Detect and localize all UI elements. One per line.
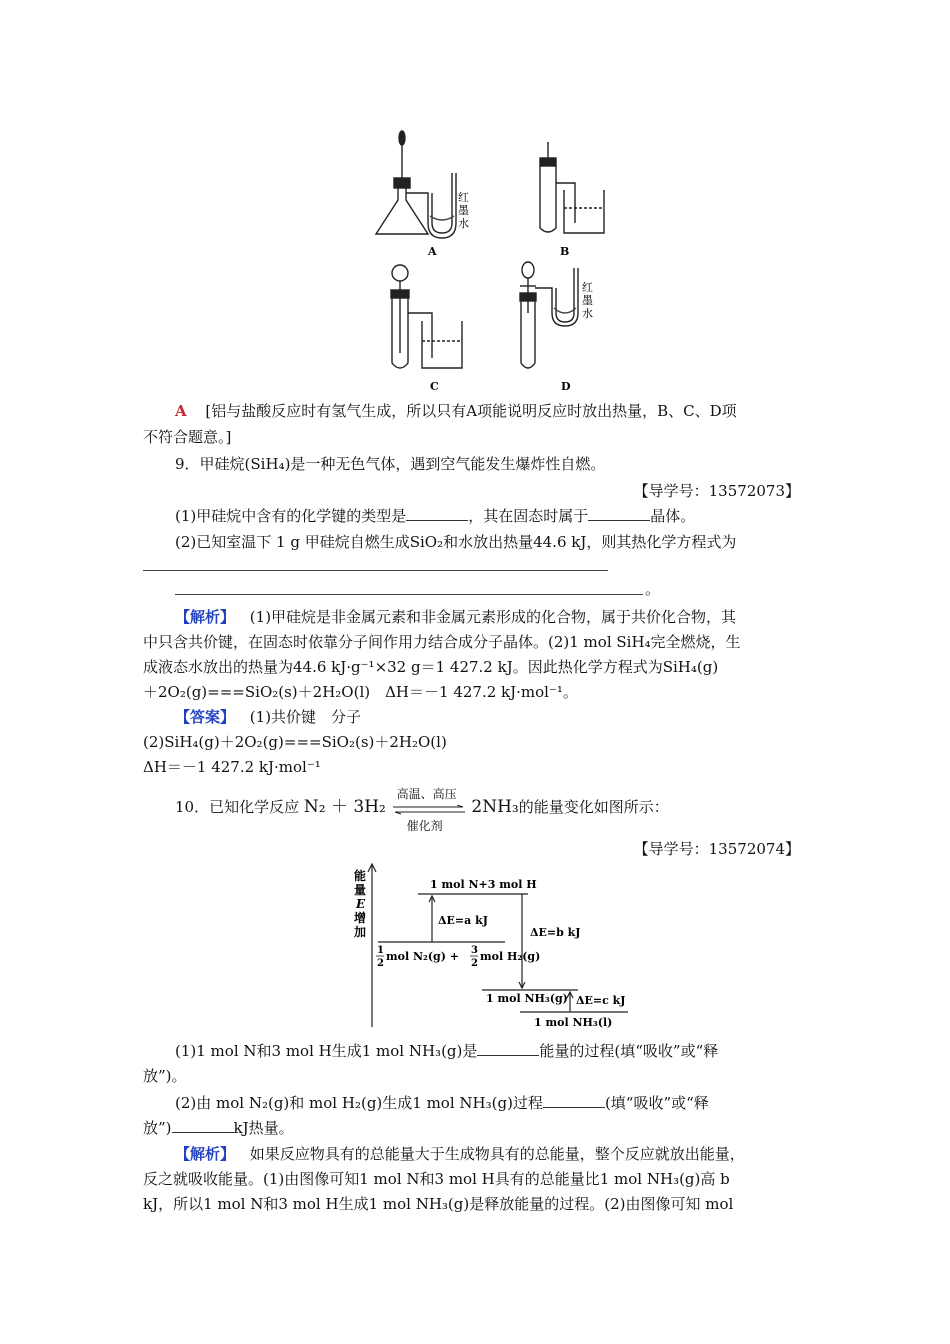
apparatus-figure [370,128,640,393]
q10-stem-b: 的能量变化如图所示： [518,798,669,816]
nh3g-label: 1 mol NH₃(g) [486,992,568,1005]
q10-part2 [175,1092,709,1114]
q10-analysis-1: 反之就吸收能量。(1)由图像可知1 mol N和3 mol H具有的总能量比1 mol NH₃(g)高 b [143,1170,730,1188]
mid-text-h2: mol H₂(g) [480,950,541,963]
q10-p1b: 能量的过程(填“吸收”或“释 [539,1042,719,1060]
mid-frac1-num: 1 [377,945,384,956]
q9-answer-tag: 【答案】 [175,708,236,726]
side-text-shui-d: 水 [582,307,593,320]
q10-analysis-tag: 【解析】 [175,1145,236,1163]
q10-p1a: (1)1 mol N和3 mol H生成1 mol NH₃(g)是 [175,1042,478,1060]
q10-ref: 【导学号：13572074】 [633,840,800,858]
q9-p1a: (1)甲硅烷中含有的化学键的类型是 [175,507,407,525]
q10-p2d: kJ热量。 [233,1119,294,1137]
q9-answer-line-2[interactable] [175,594,643,595]
y-axis-char-3: 增 [354,911,367,925]
label-a: A [428,245,437,258]
q10-stem [175,787,669,833]
side-text-shui-a: 水 [458,217,469,230]
q10-analysis-line1 [175,1143,745,1165]
q9-analysis-tag: 【解析】 [175,608,236,626]
q9-answer-line-1[interactable] [143,570,608,571]
q9-analysis-2: 成液态水放出的热量为44.6 kJ·g⁻¹×32 g＝1 427.2 kJ。因此热化学方程式为SiH₄(g) [143,658,719,676]
side-text-hong-d: 红 [582,281,593,294]
q9-answer-0: (1)共价键 分子 [249,708,362,726]
q9-stem: 9．甲硅烷(SiH₄)是一种无色气体，遇到空气能发生爆炸性自燃。 [175,455,606,473]
side-text-mo-d: 墨 [582,294,593,307]
q9-part2: (2)已知室温下 1 g 甲硅烷自燃生成SiO₂和水放出热量44.6 kJ，则其热化学方程式为 [175,533,737,551]
mid-text-n2: mol N₂(g) + [386,950,460,963]
delta-c-label: ΔE=c kJ [576,994,626,1007]
mid-frac2-den: 2 [471,958,478,969]
q10-blank-2[interactable] [543,1093,605,1108]
q9-answer-line [175,706,361,728]
q9-analysis-0: (1)甲硅烷是非金属元素和非金属元素形成的化合物，属于共价化合物，其 [249,608,737,626]
y-axis-char-0: 能 [354,869,367,883]
q8-answer-text: [铝与盐酸反应时有氢气生成，所以只有A项能说明反应时放出热量，B、C、D项 [205,402,737,420]
q10-part1 [175,1040,718,1062]
q10-part2-line2 [143,1117,294,1139]
q9-part1 [175,505,695,527]
energy-diagram [350,862,640,1032]
delta-b-label: ΔE=b kJ [530,926,581,939]
delta-a-label: ΔE=a kJ [438,914,488,927]
q10-eq-top: 高温、高压 [396,787,457,801]
q9-ref: 【导学号：13572073】 [633,482,800,500]
q8-answer-line1 [175,400,737,422]
q9-p1c: 晶体。 [650,507,696,525]
q10-stem-a: 10．已知化学反应 [175,798,300,816]
q10-p2b: (填“吸收”或“释 [604,1094,709,1112]
q10-p1c: 放”)。 [143,1067,187,1085]
mid-frac1-den: 2 [377,958,384,969]
q9-answer-1: (2)SiH₄(g)＋2O₂(g)===SiO₂(s)＋2H₂O(l) [143,733,447,751]
q10-blank-3[interactable] [172,1118,234,1133]
side-text-hong-a: 红 [458,191,469,204]
level-top-label: 1 mol N+3 mol H [430,878,537,891]
q10-analysis-2: kJ，所以1 mol N和3 mol H生成1 mol NH₃(g)是释放能量的过程。(2)由图像可知 mol [143,1195,734,1213]
q10-eq-left: N₂ ＋ 3H₂ [303,797,386,817]
label-c: C [430,380,439,393]
side-text-mo-a: 墨 [458,204,469,217]
y-axis-char-1: 量 [354,883,367,897]
q9-blank-2[interactable] [588,506,650,521]
q10-analysis-0: 如果反应物具有的总能量大于生成物具有的总能量，整个反应就放出能量， [249,1145,745,1163]
q9-analysis-3: ＋2O₂(g)===SiO₂(s)＋2H₂O(l) ΔH＝－1 427.2 kJ·mol⁻¹。 [143,683,578,701]
q9-answer-2: ΔH＝－1 427.2 kJ·mol⁻¹ [143,758,321,776]
nh3l-label: 1 mol NH₃(l) [534,1016,613,1029]
q10-eq-right: 2NH₃ [471,797,519,817]
q9-blank-1[interactable] [406,506,468,521]
q10-eq-arrow [391,787,467,833]
q10-blank-1[interactable] [477,1041,539,1056]
q9-analysis-1: 中只含共价键，在固态时依靠分子间作用力结合成分子晶体。(2)1 mol SiH₄完全燃烧，生 [143,633,741,651]
q9-end: 。 [645,580,661,598]
label-b: B [560,245,570,258]
label-d: D [561,380,571,393]
q8-answer-line2: 不符合题意。] [143,428,232,446]
q10-p2c: 放”) [143,1119,172,1137]
q10-eq-bottom: 催化剂 [406,819,443,833]
mid-frac2-num: 3 [471,945,478,956]
q9-p1b: ，其在固态时属于 [468,507,589,525]
q8-answer-letter: A [175,402,187,420]
q9-analysis-line1 [175,606,736,628]
y-axis-char-4: 加 [354,925,367,939]
q10-p2a: (2)由 mol N₂(g)和 mol H₂(g)生成1 mol NH₃(g)过程 [175,1094,543,1112]
y-axis-char-2: E [356,897,366,911]
